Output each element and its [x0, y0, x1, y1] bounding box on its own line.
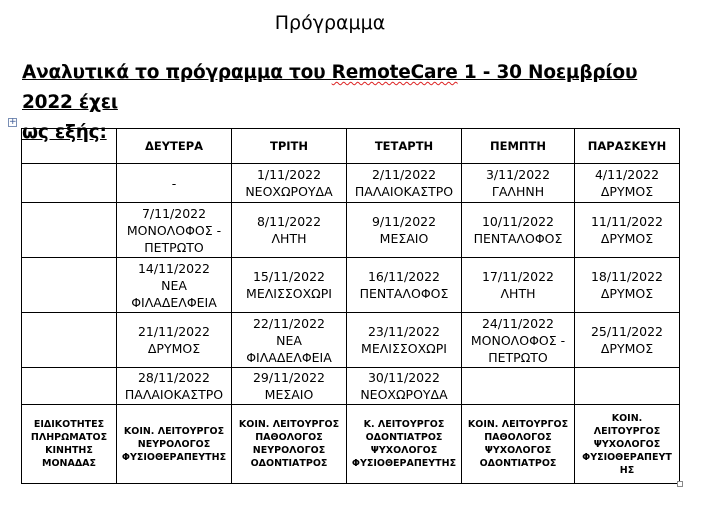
subtitle-text-start: Αναλυτικά το πρόγραμμα του — [22, 62, 332, 83]
staff-cell — [117, 405, 232, 484]
staff-label-cell — [22, 405, 117, 484]
table-header-row — [22, 129, 680, 164]
staff-cell — [575, 405, 680, 484]
schedule-cell — [232, 203, 347, 258]
cell-line: ΟΔΟΝΤΙΑΤΡΟΣ — [250, 458, 328, 469]
cell-line: ΦΥΣΙΟΘΕΡΑΠΕΥΤΗΣ — [351, 458, 457, 469]
table-row — [22, 258, 680, 313]
schedule-cell — [462, 164, 575, 203]
cell-line: ΜΕΛΙΣΣΟΧΩΡΙ — [361, 341, 447, 356]
cell-line: 2/11/2022 — [371, 167, 437, 182]
schedule-cell — [462, 368, 575, 405]
cell-line: 18/11/2022 — [590, 269, 664, 284]
staff-cell — [347, 405, 462, 484]
cell-line: ΠΕΝΤΑΛΟΦΟΣ — [473, 231, 563, 246]
cell-line: 17/11/2022 — [481, 269, 555, 284]
cell-line: 11/11/2022 — [590, 214, 664, 229]
cell-line: 29/11/2022 — [252, 370, 326, 385]
cell-line: ΔΡΥΜΟΣ — [600, 231, 654, 246]
cell-line: ΔΡΥΜΟΣ — [600, 341, 654, 356]
table-row — [22, 203, 680, 258]
row-label-cell — [22, 313, 117, 368]
schedule-table — [21, 128, 680, 484]
row-label-cell — [22, 258, 117, 313]
schedule-cell — [232, 258, 347, 313]
cell-line: 24/11/2022 — [481, 315, 555, 331]
row-label-cell — [22, 368, 117, 405]
table-row — [22, 164, 680, 203]
cell-line: 16/11/2022 — [367, 269, 441, 284]
cell-line: ΟΔΟΝΤΙΑΤΡΟΣ — [365, 432, 443, 443]
cell-line: ΠΕΝΤΑΛΟΦΟΣ — [359, 286, 449, 301]
schedule-cell — [462, 258, 575, 313]
schedule-cell — [575, 203, 680, 258]
schedule-cell — [462, 203, 575, 258]
subtitle-brand: RemoteCare — [331, 62, 458, 83]
cell-line: ΔΡΥΜΟΣ — [147, 341, 201, 356]
schedule-cell — [117, 258, 232, 313]
table-row — [22, 368, 680, 405]
schedule-cell — [117, 313, 232, 368]
staff-row — [22, 405, 680, 484]
cell-line: ΦΙΛΑΔΕΛΦΕΙΑ — [131, 294, 217, 310]
cell-line: ΚΟΙΝ. ΛΕΙΤΟΥΡΓΟΣ — [467, 419, 569, 430]
schedule-cell — [347, 368, 462, 405]
cell-line: ΔΡΥΜΟΣ — [600, 286, 654, 301]
schedule-cell — [232, 313, 347, 368]
cell-line: ΠΑΛΑΙΟΚΑΣΤΡΟ — [124, 387, 224, 402]
cell-line: ΚΟΙΝ. ΛΕΙΤΟΥΡΓΟΣ — [123, 425, 225, 437]
cell-line: ΝΕΥΡΟΛΟΓΟΣ — [252, 445, 326, 456]
cell-line: 1/11/2022 — [256, 167, 322, 182]
schedule-cell — [575, 313, 680, 368]
table-row — [22, 313, 680, 368]
cell-line: ΝΕΑ — [161, 277, 187, 293]
cell-line: ΝΕΟΧΩΡΟΥΔΑ — [360, 387, 448, 402]
cell-line: 9/11/2022 — [371, 214, 437, 229]
cell-line: ΔΡΥΜΟΣ — [600, 184, 654, 199]
cell-line: ΠΛΗΡΩΜΑΤΟΣ — [30, 432, 108, 443]
cell-line: 22/11/2022 — [252, 315, 326, 331]
cell-line: ΨΥΧΟΛΟΓΟΣ — [370, 445, 438, 456]
cell-line: ΝΕΑ — [276, 332, 302, 348]
cell-line: 25/11/2022 — [590, 324, 664, 339]
cell-line: ΜΟΝΟΛΟΦΟΣ - — [470, 332, 566, 348]
schedule-cell — [575, 368, 680, 405]
schedule-table-body — [22, 129, 680, 484]
schedule-cell: - — [117, 164, 232, 203]
cell-line: ΕΙΔΙΚΟΤΗΤΕΣ — [33, 419, 105, 430]
cell-line: ΗΣ — [619, 464, 635, 476]
cell-line: ΚΙΝΗΤΗΣ — [45, 445, 93, 456]
cell-line: 30/11/2022 — [367, 370, 441, 385]
cell-line: ΨΥΧΟΛΟΓΟΣ — [484, 445, 552, 456]
cell-line: ΝΕΥΡΟΛΟΓΟΣ — [137, 438, 211, 450]
cell-line: 8/11/2022 — [256, 214, 322, 229]
cell-line: 23/11/2022 — [367, 324, 441, 339]
row-label-cell — [22, 164, 117, 203]
cell-line: ΛΗΤΗ — [500, 286, 536, 301]
cell-line: 14/11/2022 — [137, 260, 211, 276]
subtitle-line-2: ως εξής: — [22, 122, 107, 143]
schedule-cell — [347, 313, 462, 368]
cell-line: ΠΑΘΟΛΟΓΟΣ — [484, 432, 552, 443]
cell-line: ΠΕΤΡΩΤΟ — [488, 349, 548, 365]
cell-line: ΠΕΤΡΩΤΟ — [144, 239, 204, 255]
cell-line: ΨΥΧΟΛΟΓΟΣ — [593, 438, 661, 450]
document-title: Πρόγραμμα — [274, 12, 386, 34]
cell-line: ΦΥΣΙΟΘΕΡΑΠΕΥΤ — [582, 451, 672, 463]
staff-cell — [232, 405, 347, 484]
cell-line: ΛΗΤΗ — [271, 231, 307, 246]
schedule-cell — [347, 203, 462, 258]
subtitle-text-end: 1 - 30 Νοεμβρίου 2022 έχει — [22, 62, 638, 113]
schedule-cell — [117, 203, 232, 258]
cell-line: 3/11/2022 — [485, 167, 551, 182]
day-header-cell: ΤΕΤΑΡΤΗ — [347, 129, 462, 164]
schedule-cell — [575, 258, 680, 313]
cell-line: ΦΙΛΑΔΕΛΦΕΙΑ — [246, 349, 332, 365]
cell-line: ΜΕΣΑΙΟ — [379, 231, 429, 246]
cell-line: Κ. ΛΕΙΤΟΥΡΓΟΣ — [363, 419, 445, 430]
table-resize-handle[interactable] — [677, 481, 683, 487]
day-header-cell: ΤΡΙΤΗ — [232, 129, 347, 164]
cell-line: 15/11/2022 — [252, 269, 326, 284]
cell-line: ΜΕΛΙΣΣΟΧΩΡΙ — [246, 286, 332, 301]
day-header-cell: ΠΑΡΑΣΚΕΥΗ — [575, 129, 680, 164]
cell-line: ΜΟΝΟΛΟΦΟΣ - — [126, 222, 222, 238]
staff-cell — [462, 405, 575, 484]
cell-line: ΦΥΣΙΟΘΕΡΑΠΕΥΤΗΣ — [121, 451, 227, 463]
cell-line: ΜΟΝΑΔΑΣ — [41, 458, 97, 469]
cell-line: 10/11/2022 — [481, 214, 555, 229]
schedule-cell — [462, 313, 575, 368]
schedule-cell — [347, 164, 462, 203]
cell-line: ΠΑΘΟΛΟΓΟΣ — [255, 432, 323, 443]
cell-line: ΛΕΙΤΟΥΡΓΟΣ — [593, 425, 661, 437]
cell-line: 4/11/2022 — [594, 167, 660, 182]
cell-line: 7/11/2022 — [141, 205, 207, 221]
cell-line: ΝΕΟΧΩΡΟΥΔΑ — [245, 184, 333, 199]
schedule-cell — [575, 164, 680, 203]
cell-line: 28/11/2022 — [137, 370, 211, 385]
header-corner-cell — [22, 129, 117, 164]
schedule-cell — [232, 368, 347, 405]
schedule-cell — [117, 368, 232, 405]
day-header-cell: ΔΕΥΤΕΡΑ — [117, 129, 232, 164]
table-move-handle-icon[interactable]: + — [9, 117, 17, 127]
schedule-cell — [347, 258, 462, 313]
cell-line: ΓΑΛΗΝΗ — [491, 184, 545, 199]
cell-line: ΟΔΟΝΤΙΑΤΡΟΣ — [479, 458, 557, 469]
day-header-cell: ΠΕΜΠΤΗ — [462, 129, 575, 164]
row-label-cell — [22, 203, 117, 258]
cell-line: ΚΟΙΝ. — [611, 412, 643, 424]
cell-line: ΠΑΛΑΙΟΚΑΣΤΡΟ — [354, 184, 454, 199]
cell-line: 21/11/2022 — [137, 324, 211, 339]
schedule-cell — [232, 164, 347, 203]
cell-line: ΚΟΙΝ. ΛΕΙΤΟΥΡΓΟΣ — [238, 419, 340, 430]
cell-line: ΜΕΣΑΙΟ — [264, 387, 314, 402]
